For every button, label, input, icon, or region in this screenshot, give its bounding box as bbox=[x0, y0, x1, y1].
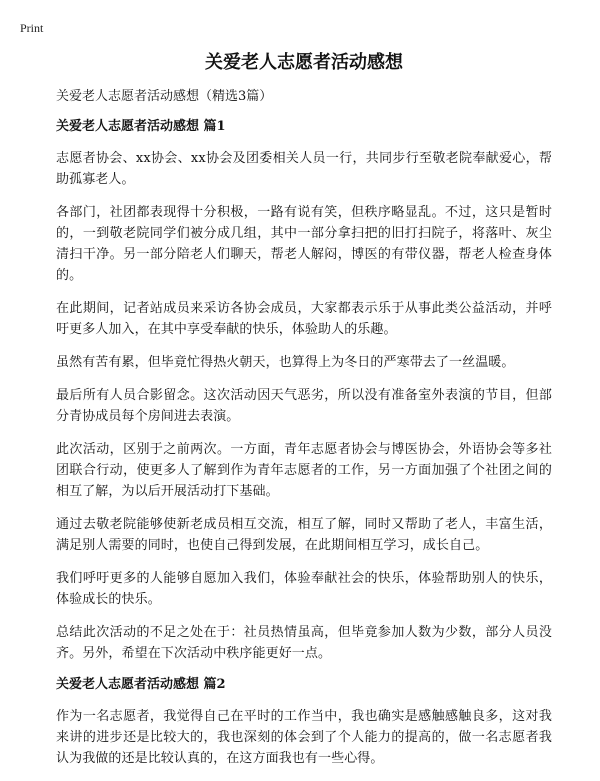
section-heading-2: 关爱老人志愿者活动感想 篇2 bbox=[56, 677, 226, 692]
document-subtitle: 关爱老人志愿者活动感想（精选3篇） bbox=[56, 89, 273, 104]
paragraph: 通过去敬老院能够使新老成员相互交流，相互了解，同时又帮助了老人，丰富生活，满足别人需要的同时，也使自己得到发展，在此期间相互学习，成长自己。 bbox=[56, 517, 552, 553]
print-link[interactable]: Print bbox=[20, 21, 44, 35]
paragraph: 总结此次活动的不足之处在于：社员热情虽高，但毕竟参加人数为少数，部分人员没齐。另外，希望在下次活动中秩序能更好一点。 bbox=[56, 625, 552, 661]
paragraph: 此次活动，区别于之前两次。一方面，青年志愿者协会与博医协会，外语协会等多社团联合行动，使更多人了解到作为青年志愿者的工作，另一方面加强了个社团之间的相互了解，为以后开展活动打下基础。 bbox=[56, 442, 552, 499]
document-page bbox=[56, 50, 552, 781]
paragraph: 各部门，社团都表现得十分积极，一路有说有笑，但秩序略显乱。不过，这只是暂时的，一到敬老院同学们被分成几组，其中一部分拿扫把的旧打扫院子，将落叶、灰尘清扫干净。另一部分陪老人们聊天，帮老人解闷，博医的有带仪器，帮老人检查身体的。 bbox=[56, 205, 552, 283]
section-heading-1: 关爱老人志愿者活动感想 篇1 bbox=[56, 119, 226, 134]
paragraph: 我们呼吁更多的人能够自愿加入我们，体验奉献社会的快乐，体验帮助别人的快乐，体验成长的快乐。 bbox=[56, 571, 552, 607]
paragraph: 虽然有苦有累，但毕竟忙得热火朝天，也算得上为冬日的严寒带去了一丝温暖。 bbox=[56, 355, 515, 370]
document-title: 关爱老人志愿者活动感想 bbox=[205, 52, 403, 73]
paragraph: 在此期间，记者站成员来采访各协会成员，大家都表示乐于从事此类公益活动，并呼吁更多人加入，在其中享受奉献的快乐，体验助人的乐趣。 bbox=[56, 301, 552, 337]
paragraph: 作为一名志愿者，我觉得自己在平时的工作当中，我也确实是感触感触良多，这对我来讲的进步还是比较大的，我也深刻的体会到了个人能力的提高的，做一名志愿者我认为我做的还是比较认真的，在这方面我也有一些心得。 bbox=[56, 709, 552, 766]
paragraph: 最后所有人员合影留念。这次活动因天气恶劣，所以没有准备室外表演的节目，但部分青协成员每个房间进去表演。 bbox=[56, 388, 552, 424]
paragraph: 志愿者协会、xx协会、xx协会及团委相关人员一行，共同步行至敬老院奉献爱心，帮助孤寡老人。 bbox=[56, 151, 552, 187]
